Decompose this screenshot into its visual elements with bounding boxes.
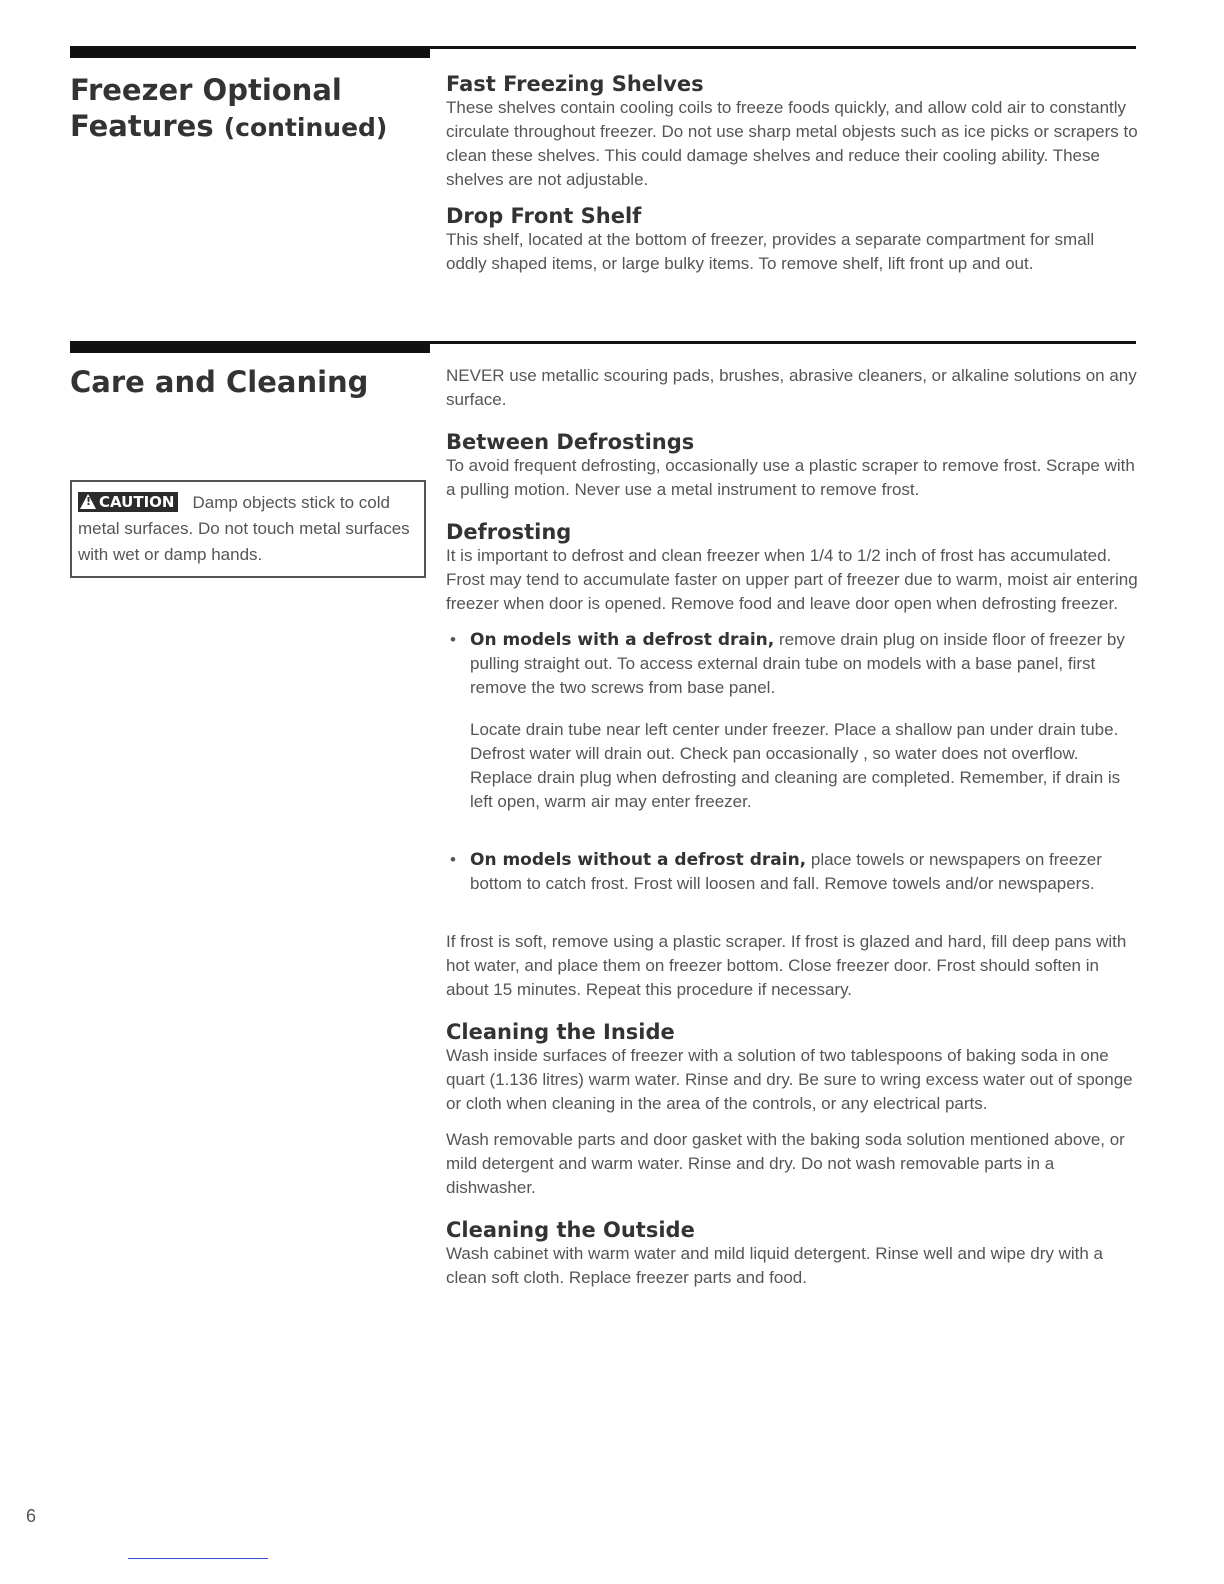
cleaning-outside-text: Wash cabinet with warm water and mild liquid detergent. Rinse well and wipe dry with a clean soft cloth. Replace freezer parts and food.	[446, 1244, 1104, 1287]
bullet-bold: On models with a defrost drain,	[470, 630, 775, 650]
bullet-text: remove drain plug on inside floor of freezer by pulling straight out. To access external drain tube on models with a base panel, first remove the two screws from base panel.	[470, 630, 1125, 697]
bullet-text: place towels or newspapers on freezer bottom to catch frost. Frost will loosen and fall. Remove towels and/or newspapers.	[470, 850, 1102, 893]
fast-freezing-heading: Fast Freezing Shelves	[446, 72, 704, 96]
title-line-1: Freezer Optional	[70, 73, 342, 107]
cleaning-inside-text-2: Wash removable parts and door gasket with the baking soda solution mentioned above, or mild detergent and warm water. Rinse and dry. Do not wash removable parts in a dishwasher.	[446, 1130, 1125, 1197]
care-intro-text: NEVER use metallic scouring pads, brushes, abrasive cleaners, or alkaline solutions on any surface.	[446, 366, 1137, 409]
bullet-bold: On models without a defrost drain,	[470, 850, 807, 870]
section-title-care-cleaning: Care and Cleaning	[70, 365, 369, 399]
warning-icon: !	[80, 494, 96, 509]
fast-freezing-text: These shelves contain cooling coils to freeze foods quickly, and allow cold air to constantly circulate throughout freezer. Do not use sharp metal objests such as ice picks or scrapers to clean these shelves. This could damage shelves and reduce their cooling ability. These shelves are not adjustable.	[446, 98, 1138, 189]
drop-front-heading: Drop Front Shelf	[446, 204, 642, 228]
drain-tube-text: Locate drain tube near left center under freezer. Place a shallow pan under drain tube. Defrost water will drain out. Check pan occasionally , so water does not overflow. Replace drain plug when defrosting and cleaning are completed. Remember, if drain is left open, warm air may enter freezer.	[470, 720, 1121, 811]
section-rule-thin	[430, 341, 1136, 344]
caution-badge	[78, 492, 178, 512]
caution-box	[70, 480, 426, 578]
freezer-features-column	[446, 72, 1138, 276]
cleaning-outside-heading: Cleaning the Outside	[446, 1218, 695, 1242]
section-rule-thick	[70, 341, 430, 353]
between-defrostings-heading: Between Defrostings	[446, 430, 695, 454]
defrosting-text: It is important to defrost and clean freezer when 1/4 to 1/2 inch of frost has accumulated. Frost may tend to accumulate faster on upper part of freezer due to warm, moist air entering freezer when door is opened. Remove food and leave door open when defrosting freezer.	[446, 546, 1138, 613]
section-title-freezer-features	[70, 72, 387, 146]
bottom-underline	[128, 1558, 268, 1559]
drop-front-text: This shelf, located at the bottom of freezer, provides a separate compartment for small oddly shaped items, or large bulky items. To remove shelf, lift front up and out.	[446, 230, 1095, 273]
title-continued: (continued)	[223, 113, 388, 142]
title-line-2: Features	[70, 109, 214, 143]
section-rule-thick	[70, 46, 430, 58]
list-item: • On models without a defrost drain, place towels or newspapers on freezer bottom to catch frost. Frost will loosen and fall. Remove towels and/or newspapers.	[450, 850, 1102, 893]
list-item: • On models with a defrost drain, remove drain plug on inside floor of freezer by pulling straight out. To access external drain tube on models with a base panel, first remove the two screws from base panel.	[450, 630, 1125, 697]
cleaning-inside-heading: Cleaning the Inside	[446, 1020, 675, 1044]
caution-label: CAUTION	[99, 493, 175, 511]
section-rule-thin	[430, 46, 1136, 49]
defrost-bullet-list	[446, 628, 1138, 700]
defrosting-heading: Defrosting	[446, 520, 572, 544]
between-defrostings-text: To avoid frequent defrosting, occasionally use a plastic scraper to remove frost. Scrape with a pulling motion. Never use a metal instrument to remove frost.	[446, 456, 1135, 499]
defrost-bullet-list	[446, 848, 1138, 896]
care-cleaning-column	[446, 364, 1138, 1290]
cleaning-inside-text-1: Wash inside surfaces of freezer with a solution of two tablespoons of baking soda in one quart (1.136 litres) warm water. Rinse and dry. Be sure to wring excess water out of sponge or cloth when cleaning in the area of the controls, or any electrical parts.	[446, 1046, 1133, 1113]
caution-text: Damp objects stick to cold metal surfaces. Do not touch metal surfaces with wet or damp hands.	[78, 493, 410, 564]
page-number: 6	[26, 1506, 37, 1526]
frost-soft-text: If frost is soft, remove using a plastic scraper. If frost is glazed and hard, fill deep pans with hot water, and place them on freezer bottom. Close freezer door. Frost should soften in about 15 minutes. Repeat this procedure if necessary.	[446, 932, 1127, 999]
